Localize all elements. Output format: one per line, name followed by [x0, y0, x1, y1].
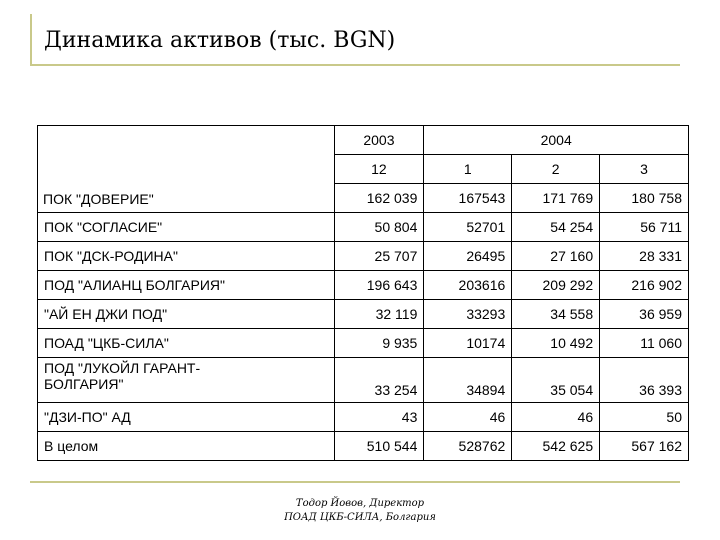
cell-value: 11 060 [600, 329, 689, 358]
cell-value: 203616 [424, 271, 512, 300]
cell-value: 171 769 [512, 184, 600, 213]
header-year-2004: 2004 [424, 126, 689, 155]
fund-name: ПОД "АЛИАНЦ БОЛГАРИЯ" [38, 271, 335, 300]
table-row [38, 358, 689, 403]
table-header-years [38, 126, 689, 155]
cell-value: 34894 [424, 358, 512, 403]
cell-value: 26495 [424, 242, 512, 271]
table-row [38, 271, 689, 300]
cell-value: 50 804 [334, 213, 424, 242]
table-total-row [38, 432, 689, 461]
cell-value: 34 558 [512, 300, 600, 329]
header-year-2003: 2003 [334, 126, 424, 155]
footer-credit [210, 497, 510, 525]
title-accent-vertical-line [30, 14, 32, 66]
header-month: 12 [334, 155, 424, 184]
fund-name-line: БОЛГАРИЯ" [44, 376, 124, 392]
header-month: 2 [512, 155, 600, 184]
cell-value: 56 711 [600, 213, 689, 242]
header-month: 3 [600, 155, 689, 184]
cell-value: 542 625 [512, 432, 600, 461]
fund-name: "ДЗИ-ПО" АД [38, 403, 335, 432]
cell-value: 36 393 [600, 358, 689, 403]
cell-value: 567 162 [600, 432, 689, 461]
cell-value: 33 254 [334, 358, 424, 403]
cell-value: 27 160 [512, 242, 600, 271]
footer-author: Тодор Йовов, Директор [295, 498, 425, 509]
cell-value: 43 [334, 403, 424, 432]
fund-name: "АЙ ЕН ДЖИ ПОД" [38, 300, 335, 329]
cell-value: 35 054 [512, 358, 600, 403]
slide-title: Динамика активов (тыс. BGN) [44, 28, 396, 53]
cell-value: 209 292 [512, 271, 600, 300]
cell-value: 180 758 [600, 184, 689, 213]
fund-name: ПОК "ДОВЕРИЕ" [43, 191, 154, 207]
cell-value: 33293 [424, 300, 512, 329]
footer-divider-line [30, 481, 680, 483]
fund-name [38, 358, 335, 403]
title-underline [30, 64, 680, 66]
fund-name: ПОАД "ЦКБ-СИЛА" [38, 329, 335, 358]
fund-name: ПОК "СОГЛАСИЕ" [38, 213, 335, 242]
table-row [38, 329, 689, 358]
cell-value: 25 707 [334, 242, 424, 271]
cell-value: 10174 [424, 329, 512, 358]
cell-value: 28 331 [600, 242, 689, 271]
cell-value: 528762 [424, 432, 512, 461]
footer-organization: ПОАД ЦКБ-СИЛА, Болгария [284, 512, 436, 523]
table-row [38, 403, 689, 432]
table-row [38, 213, 689, 242]
header-month: 1 [424, 155, 512, 184]
table-row [38, 242, 689, 271]
cell-value: 216 902 [600, 271, 689, 300]
table-row [38, 300, 689, 329]
cell-value: 50 [600, 403, 689, 432]
total-label: В целом [38, 432, 335, 461]
cell-value: 54 254 [512, 213, 600, 242]
assets-table [37, 125, 689, 461]
cell-value: 196 643 [334, 271, 424, 300]
fund-name-line: ПОД "ЛУКОЙЛ ГАРАНТ- [44, 360, 201, 376]
cell-value: 46 [512, 403, 600, 432]
cell-value: 32 119 [334, 300, 424, 329]
cell-value: 510 544 [334, 432, 424, 461]
cell-value: 167543 [424, 184, 512, 213]
cell-value: 162 039 [334, 184, 424, 213]
cell-value: 46 [424, 403, 512, 432]
cell-value: 52701 [424, 213, 512, 242]
cell-value: 10 492 [512, 329, 600, 358]
cell-value: 36 959 [600, 300, 689, 329]
cell-value: 9 935 [334, 329, 424, 358]
fund-name: ПОК "ДСК-РОДИНА" [38, 242, 335, 271]
